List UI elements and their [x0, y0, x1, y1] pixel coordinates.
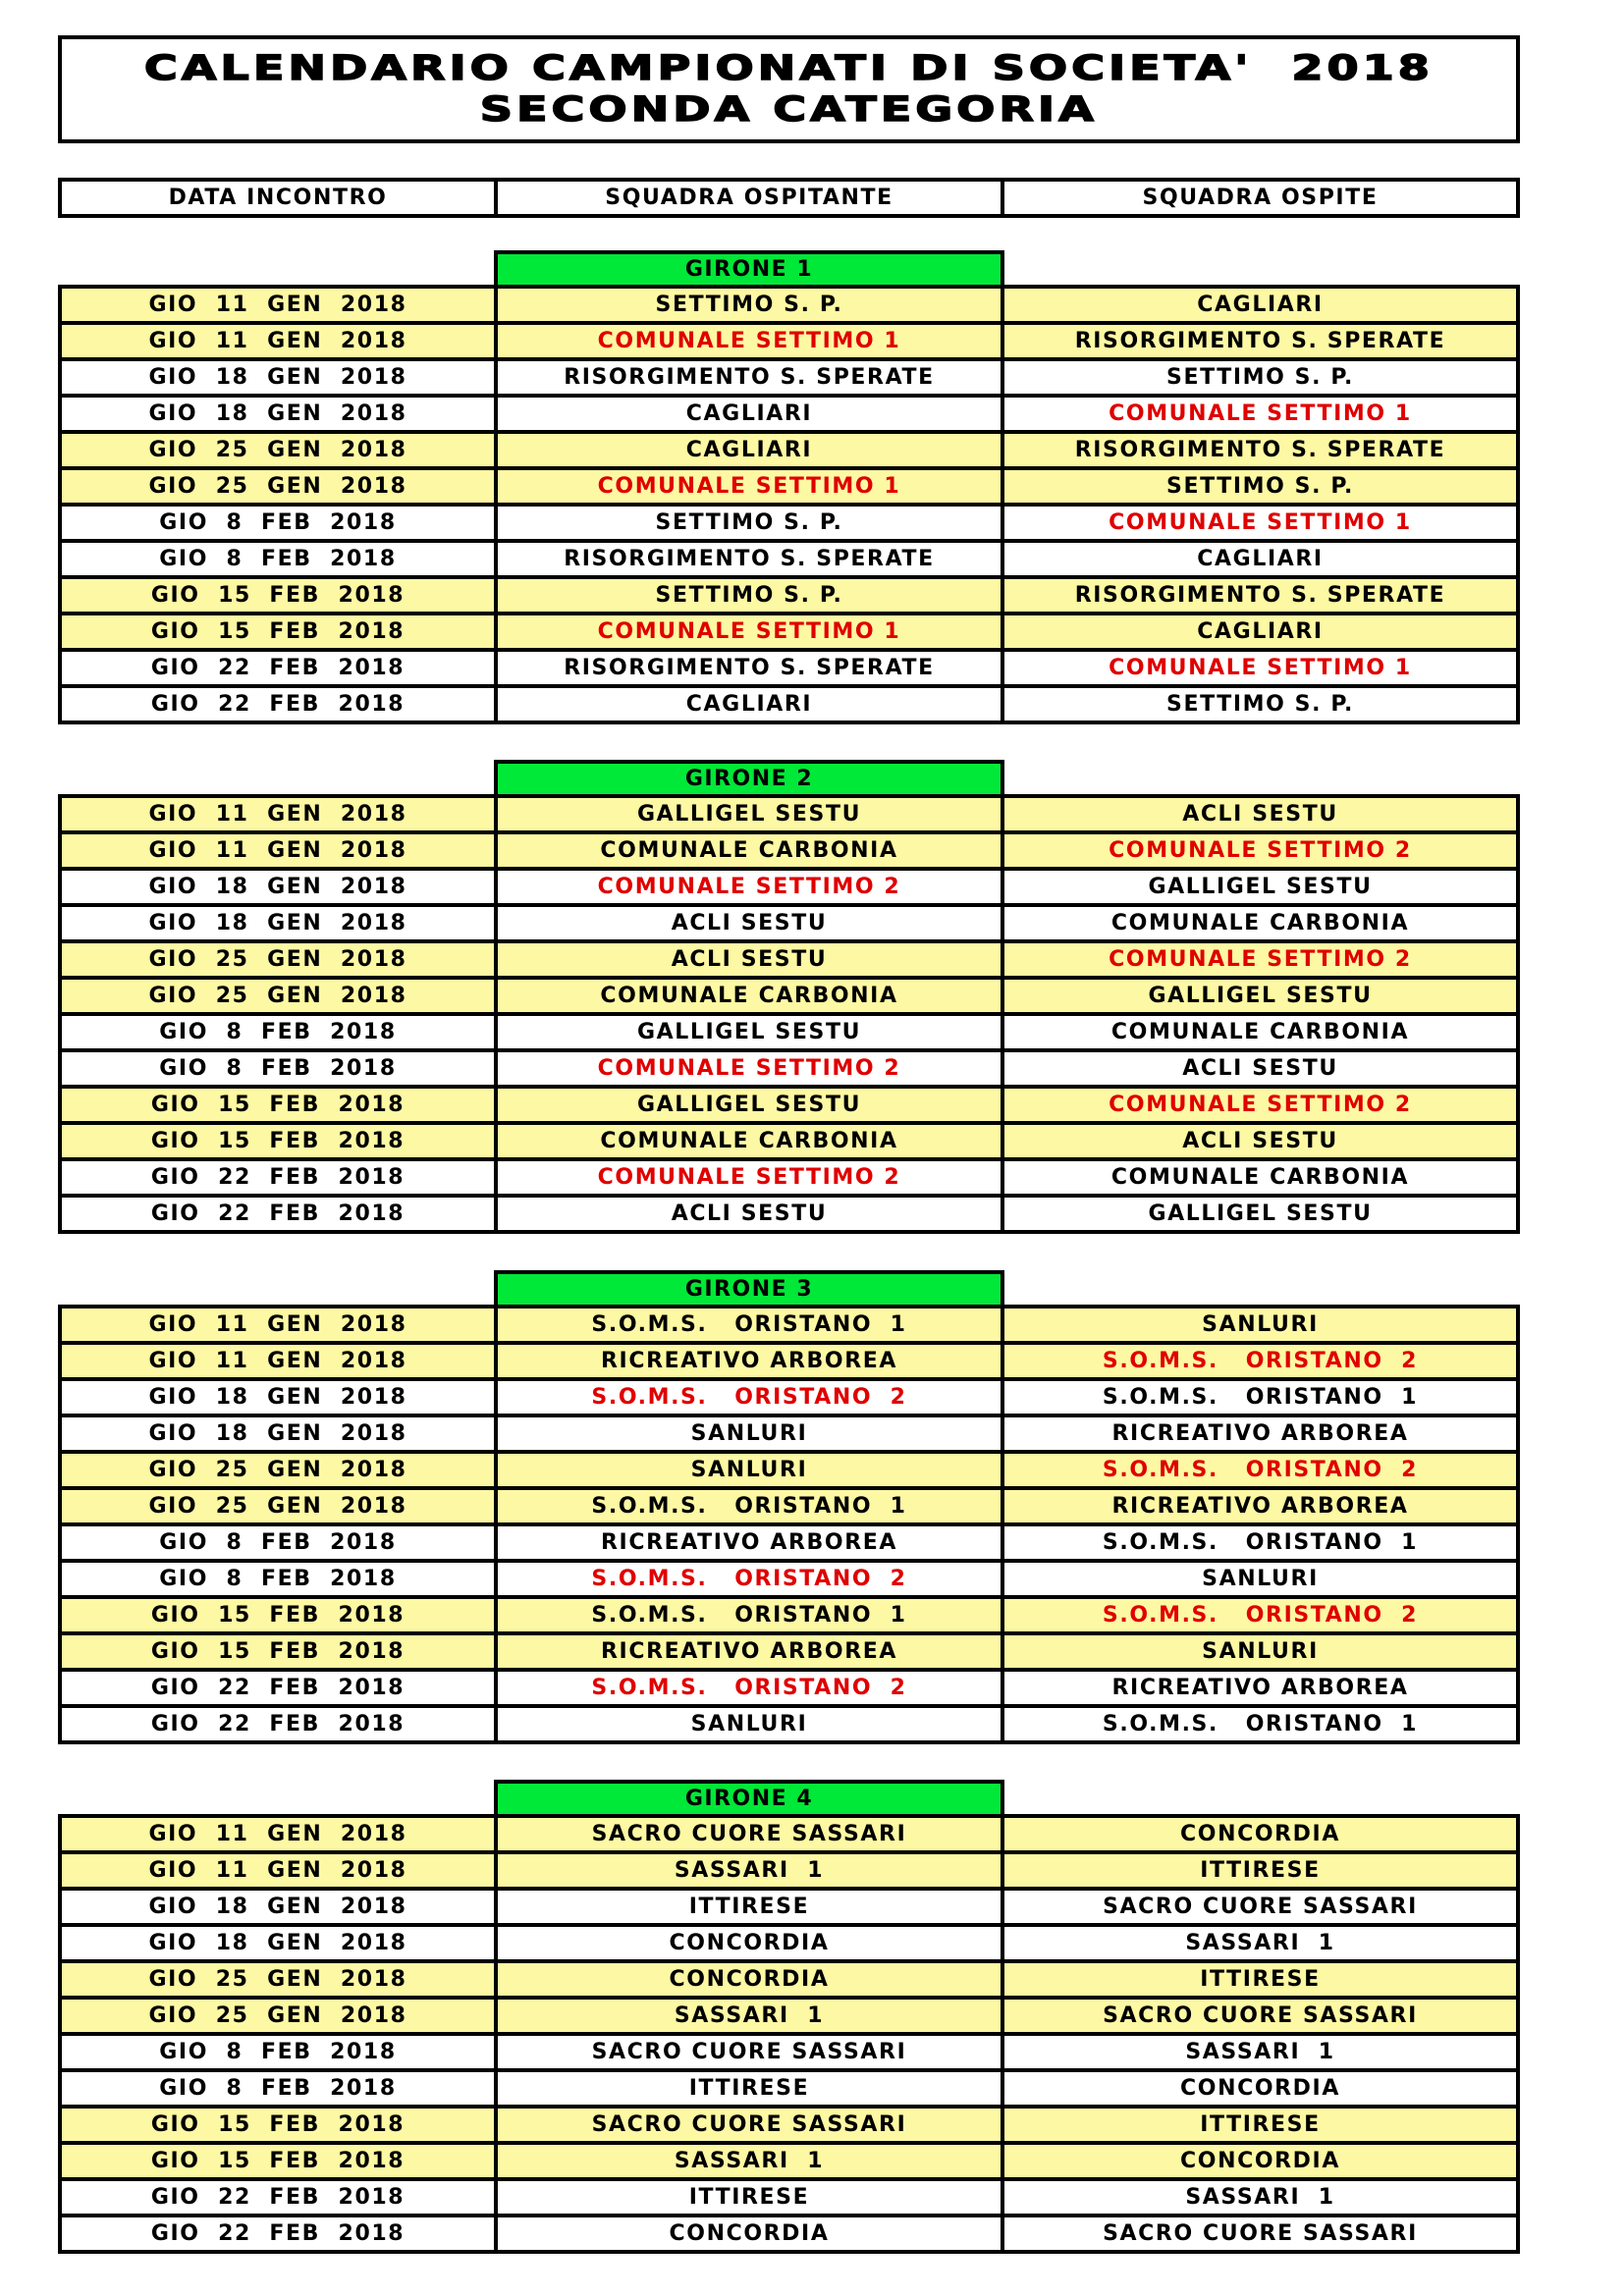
home-team: COMUNALE SETTIMO 2	[494, 1157, 1004, 1198]
home-team: CAGLIARI	[494, 430, 1004, 470]
match-date: GIO 18 GEN 2018	[58, 867, 498, 907]
home-team: S.O.M.S. ORISTANO 1	[494, 1595, 1004, 1635]
match-date: GIO 11 GEN 2018	[58, 1814, 498, 1854]
match-date: GIO 25 GEN 2018	[58, 430, 498, 470]
match-row	[58, 2068, 1520, 2105]
girone-label: GIRONE 4	[494, 1780, 1004, 1818]
away-team: COMUNALE SETTIMO 1	[1001, 648, 1520, 688]
home-team: SASSARI 1	[494, 2141, 1004, 2181]
home-team: COMUNALE SETTIMO 2	[494, 1048, 1004, 1089]
match-date: GIO 11 GEN 2018	[58, 830, 498, 871]
title-box	[58, 35, 1520, 143]
girone-label: GIRONE 3	[494, 1270, 1004, 1308]
home-team: RICREATIVO ARBOREA	[494, 1631, 1004, 1672]
away-team: ACLI SESTU	[1001, 1048, 1520, 1089]
home-team: S.O.M.S. ORISTANO 2	[494, 1668, 1004, 1708]
away-team: ITTIRESE	[1001, 2105, 1520, 2145]
match-row	[58, 1085, 1520, 1121]
match-row	[58, 1012, 1520, 1048]
home-team: CAGLIARI	[494, 684, 1004, 724]
away-team: S.O.M.S. ORISTANO 1	[1001, 1377, 1520, 1417]
home-team: S.O.M.S. ORISTANO 1	[494, 1305, 1004, 1345]
home-team: RICREATIVO ARBOREA	[494, 1341, 1004, 1381]
match-date: GIO 25 GEN 2018	[58, 976, 498, 1016]
match-row	[58, 1121, 1520, 1157]
match-row	[58, 2105, 1520, 2141]
match-row	[58, 1522, 1520, 1559]
away-team: GALLIGEL SESTU	[1001, 976, 1520, 1016]
match-row	[58, 648, 1520, 684]
away-team: SANLURI	[1001, 1631, 1520, 1672]
match-date: GIO 25 GEN 2018	[58, 1486, 498, 1526]
away-team: COMUNALE SETTIMO 2	[1001, 830, 1520, 871]
match-list	[58, 1814, 1520, 2250]
match-date: GIO 22 FEB 2018	[58, 1194, 498, 1234]
away-team: RICREATIVO ARBOREA	[1001, 1414, 1520, 1454]
away-team: COMUNALE CARBONIA	[1001, 1012, 1520, 1052]
away-team: SACRO CUORE SASSARI	[1001, 1887, 1520, 1927]
away-team: ITTIRESE	[1001, 1959, 1520, 2000]
match-date: GIO 22 FEB 2018	[58, 2214, 498, 2254]
away-team: RISORGIMENTO S. SPERATE	[1001, 430, 1520, 470]
match-date: GIO 8 FEB 2018	[58, 1559, 498, 1599]
away-team: GALLIGEL SESTU	[1001, 1194, 1520, 1234]
home-team: CONCORDIA	[494, 1923, 1004, 1963]
match-row	[58, 1414, 1520, 1450]
home-team: CONCORDIA	[494, 1959, 1004, 2000]
match-date: GIO 8 FEB 2018	[58, 1048, 498, 1089]
match-date: GIO 8 FEB 2018	[58, 2068, 498, 2109]
away-team: COMUNALE CARBONIA	[1001, 1157, 1520, 1198]
match-date: GIO 22 FEB 2018	[58, 1157, 498, 1198]
match-date: GIO 22 FEB 2018	[58, 2177, 498, 2217]
match-date: GIO 25 GEN 2018	[58, 466, 498, 507]
match-date: GIO 8 FEB 2018	[58, 539, 498, 579]
match-row	[58, 1668, 1520, 1704]
match-row	[58, 1559, 1520, 1595]
match-row	[58, 466, 1520, 503]
match-date: GIO 22 FEB 2018	[58, 1704, 498, 1744]
match-row	[58, 1157, 1520, 1194]
match-date: GIO 8 FEB 2018	[58, 1012, 498, 1052]
away-team: RISORGIMENTO S. SPERATE	[1001, 321, 1520, 361]
away-team: CAGLIARI	[1001, 285, 1520, 325]
match-date: GIO 11 GEN 2018	[58, 321, 498, 361]
match-date: GIO 11 GEN 2018	[58, 285, 498, 325]
match-date: GIO 15 FEB 2018	[58, 1085, 498, 1125]
match-row	[58, 1048, 1520, 1085]
home-team: CAGLIARI	[494, 394, 1004, 434]
match-row	[58, 830, 1520, 867]
home-team: ITTIRESE	[494, 2177, 1004, 2217]
page-subtitle: SECONDA CATEGORIA	[479, 90, 1099, 130]
away-team: COMUNALE SETTIMO 1	[1001, 394, 1520, 434]
away-team: SASSARI 1	[1001, 1923, 1520, 1963]
match-row	[58, 357, 1520, 394]
home-team: SANLURI	[494, 1414, 1004, 1454]
away-team: RICREATIVO ARBOREA	[1001, 1668, 1520, 1708]
match-list	[58, 285, 1520, 721]
home-team: ACLI SESTU	[494, 939, 1004, 980]
home-team: SACRO CUORE SASSARI	[494, 2032, 1004, 2072]
away-team: COMUNALE SETTIMO 2	[1001, 1085, 1520, 1125]
away-team: S.O.M.S. ORISTANO 2	[1001, 1341, 1520, 1381]
match-date: GIO 15 FEB 2018	[58, 575, 498, 615]
match-date: GIO 18 GEN 2018	[58, 1377, 498, 1417]
match-row	[58, 1631, 1520, 1668]
header-home-team: SQUADRA OSPITANTE	[494, 178, 1004, 218]
match-date: GIO 18 GEN 2018	[58, 357, 498, 398]
match-row	[58, 285, 1520, 321]
home-team: SACRO CUORE SASSARI	[494, 2105, 1004, 2145]
match-date: GIO 8 FEB 2018	[58, 1522, 498, 1563]
home-team: COMUNALE CARBONIA	[494, 830, 1004, 871]
match-date: GIO 22 FEB 2018	[58, 648, 498, 688]
home-team: SETTIMO S. P.	[494, 503, 1004, 543]
match-row	[58, 1341, 1520, 1377]
home-team: GALLIGEL SESTU	[494, 1085, 1004, 1125]
match-row	[58, 867, 1520, 903]
home-team: RICREATIVO ARBOREA	[494, 1522, 1004, 1563]
away-team: ACLI SESTU	[1001, 794, 1520, 834]
match-row	[58, 1704, 1520, 1740]
match-date: GIO 22 FEB 2018	[58, 684, 498, 724]
home-team: ACLI SESTU	[494, 903, 1004, 943]
match-date: GIO 11 GEN 2018	[58, 794, 498, 834]
match-date: GIO 25 GEN 2018	[58, 1959, 498, 2000]
away-team: COMUNALE CARBONIA	[1001, 903, 1520, 943]
match-date: GIO 8 FEB 2018	[58, 503, 498, 543]
home-team: SANLURI	[494, 1450, 1004, 1490]
match-row	[58, 2141, 1520, 2177]
match-row	[58, 939, 1520, 976]
match-row	[58, 1996, 1520, 2032]
away-team: CONCORDIA	[1001, 1814, 1520, 1854]
away-team: S.O.M.S. ORISTANO 2	[1001, 1595, 1520, 1635]
home-team: RISORGIMENTO S. SPERATE	[494, 357, 1004, 398]
match-date: GIO 25 GEN 2018	[58, 1996, 498, 2036]
match-date: GIO 15 FEB 2018	[58, 1631, 498, 1672]
match-list	[58, 794, 1520, 1230]
match-date: GIO 18 GEN 2018	[58, 1887, 498, 1927]
match-row	[58, 1194, 1520, 1230]
home-team: SETTIMO S. P.	[494, 285, 1004, 325]
match-date: GIO 8 FEB 2018	[58, 2032, 498, 2072]
match-list	[58, 1305, 1520, 1740]
match-date: GIO 11 GEN 2018	[58, 1850, 498, 1891]
match-row	[58, 2177, 1520, 2214]
match-row	[58, 684, 1520, 721]
home-team: ITTIRESE	[494, 1887, 1004, 1927]
home-team: GALLIGEL SESTU	[494, 794, 1004, 834]
away-team: SANLURI	[1001, 1559, 1520, 1599]
away-team: RICREATIVO ARBOREA	[1001, 1486, 1520, 1526]
home-team: ITTIRESE	[494, 2068, 1004, 2109]
match-row	[58, 430, 1520, 466]
match-date: GIO 15 FEB 2018	[58, 1121, 498, 1161]
match-date: GIO 15 FEB 2018	[58, 1595, 498, 1635]
match-date: GIO 18 GEN 2018	[58, 1923, 498, 1963]
match-date: GIO 18 GEN 2018	[58, 1414, 498, 1454]
away-team: SASSARI 1	[1001, 2032, 1520, 2072]
home-team: COMUNALE SETTIMO 1	[494, 321, 1004, 361]
away-team: SASSARI 1	[1001, 2177, 1520, 2217]
home-team: S.O.M.S. ORISTANO 2	[494, 1559, 1004, 1599]
match-row	[58, 394, 1520, 430]
away-team: SANLURI	[1001, 1305, 1520, 1345]
girone-label: GIRONE 2	[494, 760, 1004, 798]
match-row	[58, 1377, 1520, 1414]
away-team: S.O.M.S. ORISTANO 1	[1001, 1704, 1520, 1744]
away-team: COMUNALE SETTIMO 1	[1001, 503, 1520, 543]
girone-label: GIRONE 1	[494, 250, 1004, 289]
match-row	[58, 1959, 1520, 1996]
match-row	[58, 1305, 1520, 1341]
away-team: CAGLIARI	[1001, 539, 1520, 579]
match-date: GIO 15 FEB 2018	[58, 2105, 498, 2145]
home-team: COMUNALE SETTIMO 1	[494, 612, 1004, 652]
away-team: SACRO CUORE SASSARI	[1001, 2214, 1520, 2254]
home-team: RISORGIMENTO S. SPERATE	[494, 648, 1004, 688]
match-date: GIO 11 GEN 2018	[58, 1305, 498, 1345]
match-row	[58, 1450, 1520, 1486]
home-team: CONCORDIA	[494, 2214, 1004, 2254]
match-row	[58, 1595, 1520, 1631]
away-team: ITTIRESE	[1001, 1850, 1520, 1891]
match-date: GIO 15 FEB 2018	[58, 2141, 498, 2181]
page-title: CALENDARIO CAMPIONATI DI SOCIETA' 2018	[144, 49, 1434, 88]
away-team: SACRO CUORE SASSARI	[1001, 1996, 1520, 2036]
match-row	[58, 575, 1520, 612]
away-team: S.O.M.S. ORISTANO 1	[1001, 1522, 1520, 1563]
away-team: CONCORDIA	[1001, 2141, 1520, 2181]
home-team: COMUNALE CARBONIA	[494, 976, 1004, 1016]
away-team: COMUNALE SETTIMO 2	[1001, 939, 1520, 980]
match-row	[58, 2214, 1520, 2250]
home-team: SACRO CUORE SASSARI	[494, 1814, 1004, 1854]
home-team: S.O.M.S. ORISTANO 2	[494, 1377, 1004, 1417]
match-date: GIO 11 GEN 2018	[58, 1341, 498, 1381]
home-team: COMUNALE SETTIMO 1	[494, 466, 1004, 507]
match-date: GIO 22 FEB 2018	[58, 1668, 498, 1708]
match-date: GIO 15 FEB 2018	[58, 612, 498, 652]
home-team: S.O.M.S. ORISTANO 1	[494, 1486, 1004, 1526]
home-team: SASSARI 1	[494, 1996, 1004, 2036]
away-team: ACLI SESTU	[1001, 1121, 1520, 1161]
match-row	[58, 1887, 1520, 1923]
match-row	[58, 1850, 1520, 1887]
match-date: GIO 18 GEN 2018	[58, 394, 498, 434]
away-team: SETTIMO S. P.	[1001, 466, 1520, 507]
match-row	[58, 2032, 1520, 2068]
home-team: SANLURI	[494, 1704, 1004, 1744]
home-team: COMUNALE CARBONIA	[494, 1121, 1004, 1161]
column-headers	[58, 178, 1520, 218]
match-row	[58, 1486, 1520, 1522]
match-row	[58, 794, 1520, 830]
match-row	[58, 321, 1520, 357]
away-team: CONCORDIA	[1001, 2068, 1520, 2109]
home-team: RISORGIMENTO S. SPERATE	[494, 539, 1004, 579]
away-team: SETTIMO S. P.	[1001, 684, 1520, 724]
home-team: COMUNALE SETTIMO 2	[494, 867, 1004, 907]
match-row	[58, 503, 1520, 539]
home-team: SETTIMO S. P.	[494, 575, 1004, 615]
header-date: DATA INCONTRO	[58, 178, 498, 218]
home-team: ACLI SESTU	[494, 1194, 1004, 1234]
match-row	[58, 539, 1520, 575]
match-date: GIO 18 GEN 2018	[58, 903, 498, 943]
match-row	[58, 1814, 1520, 1850]
match-row	[58, 976, 1520, 1012]
match-date: GIO 25 GEN 2018	[58, 1450, 498, 1490]
away-team: S.O.M.S. ORISTANO 2	[1001, 1450, 1520, 1490]
home-team: GALLIGEL SESTU	[494, 1012, 1004, 1052]
away-team: GALLIGEL SESTU	[1001, 867, 1520, 907]
away-team: CAGLIARI	[1001, 612, 1520, 652]
match-row	[58, 612, 1520, 648]
match-row	[58, 1923, 1520, 1959]
away-team: RISORGIMENTO S. SPERATE	[1001, 575, 1520, 615]
home-team: SASSARI 1	[494, 1850, 1004, 1891]
away-team: SETTIMO S. P.	[1001, 357, 1520, 398]
header-away-team: SQUADRA OSPITE	[1001, 178, 1520, 218]
match-date: GIO 25 GEN 2018	[58, 939, 498, 980]
match-row	[58, 903, 1520, 939]
